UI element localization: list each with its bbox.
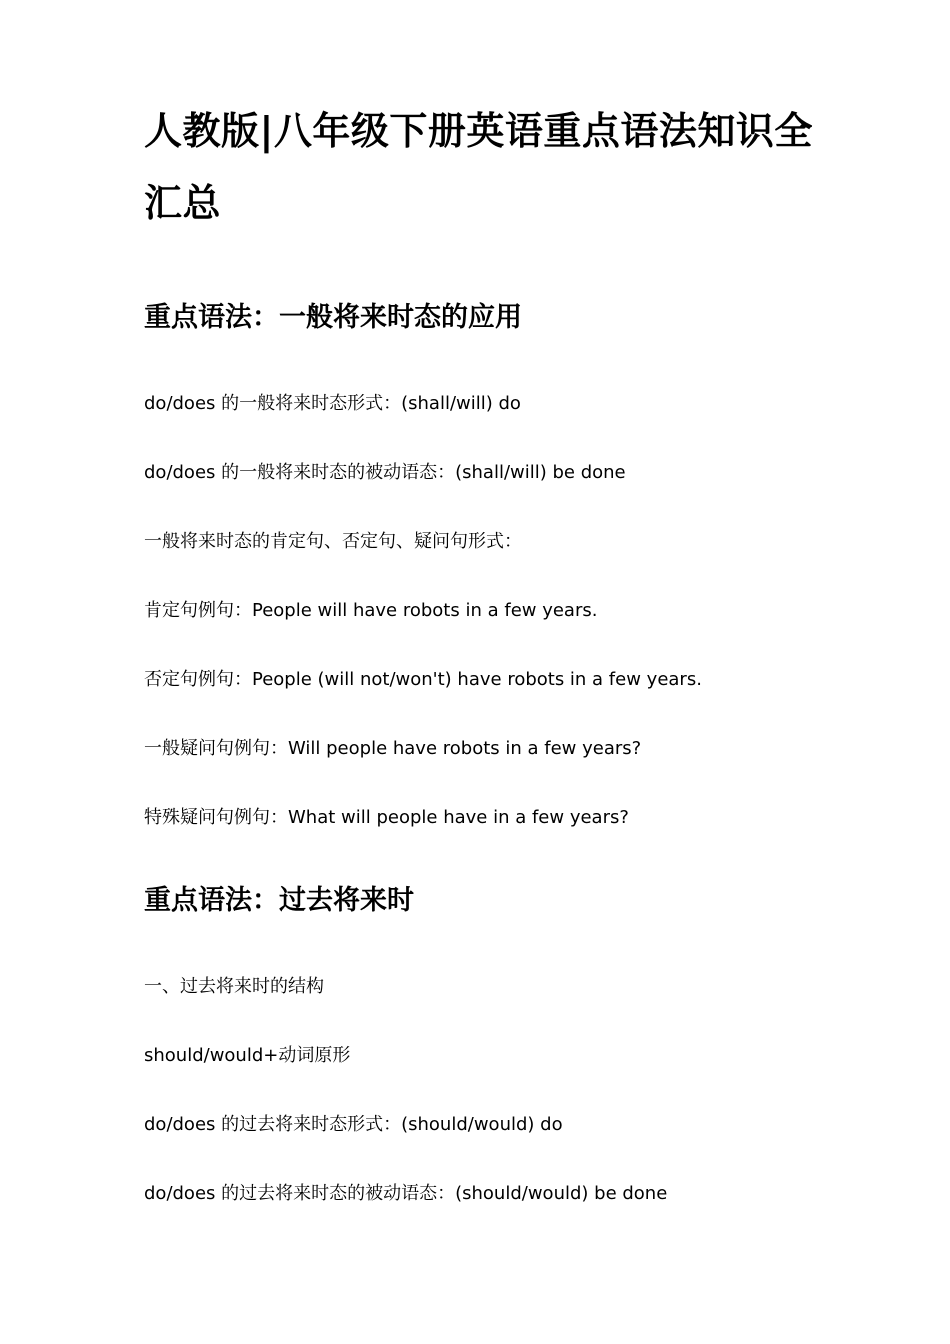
paragraph: do/does 的一般将来时态形式：(shall/will) do xyxy=(144,393,521,414)
paragraph: should/would+动词原形 xyxy=(144,1045,351,1066)
section-heading-future-tense: 重点语法：一般将来时态的应用 xyxy=(144,302,522,333)
paragraph: 肯定句例句：People will have robots in a few years. xyxy=(144,600,598,621)
paragraph: 一般疑问句例句：Will people have robots in a few years? xyxy=(144,738,642,759)
paragraph: 一般将来时态的肯定句、否定句、疑问句形式： xyxy=(144,531,522,552)
paragraph: 特殊疑问句例句：What will people have in a few years? xyxy=(144,807,629,828)
paragraph: do/does 的一般将来时态的被动语态：(shall/will) be done xyxy=(144,462,626,483)
document-title: 人教版|八年级下册英语重点语法知识全汇总 xyxy=(144,109,813,225)
paragraph: do/does 的过去将来时态形式：(should/would) do xyxy=(144,1114,563,1135)
paragraph: 否定句例句：People (will not/won't) have robots in a few years. xyxy=(144,669,702,690)
paragraph: 一、过去将来时的结构 xyxy=(144,976,324,997)
section-heading-past-future-tense: 重点语法：过去将来时 xyxy=(144,885,414,916)
paragraph: do/does 的过去将来时态的被动语态：(should/would) be done xyxy=(144,1183,668,1204)
